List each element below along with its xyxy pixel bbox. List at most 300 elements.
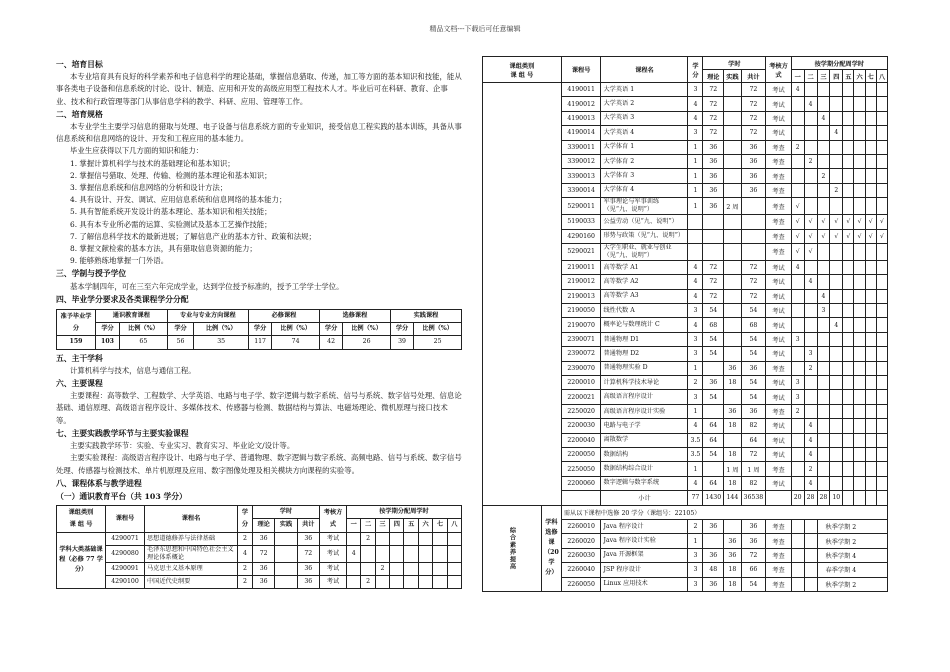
semester-hours bbox=[804, 390, 817, 404]
semester-hours bbox=[447, 545, 461, 562]
semester-hours bbox=[817, 419, 830, 433]
semester-hours bbox=[843, 361, 854, 375]
course-p bbox=[724, 519, 741, 533]
semester-hours bbox=[865, 447, 876, 461]
ability-item: 8. 掌握文献检索的基本方法，具有猎取信息资源的能力； bbox=[70, 244, 257, 254]
semester-hours bbox=[804, 126, 817, 140]
semester-hours: √ bbox=[876, 229, 887, 243]
semester-hours bbox=[791, 169, 804, 183]
semester-hours bbox=[876, 376, 887, 390]
semester-blank bbox=[791, 534, 804, 548]
semester-hours bbox=[817, 447, 830, 461]
semester-hours bbox=[876, 198, 887, 215]
semester-hours bbox=[804, 304, 817, 318]
course-e: 考查 bbox=[766, 140, 792, 154]
course-code: 3390013 bbox=[561, 169, 601, 183]
col-header-credit: 学分 bbox=[238, 506, 253, 532]
semester-hours bbox=[854, 169, 865, 183]
credit-value: 65 bbox=[120, 336, 168, 349]
semester-hours bbox=[854, 419, 865, 433]
semester-hours bbox=[404, 545, 418, 562]
course-c: 4 bbox=[688, 289, 703, 303]
credit-subheader: 学分 bbox=[319, 323, 342, 336]
course-e: 考查 bbox=[766, 577, 792, 591]
semester-hours bbox=[791, 154, 804, 168]
ability-item: 3. 掌握信息系统和信息网络的分析和设计方法； bbox=[70, 183, 228, 193]
course-p: 1 周 bbox=[724, 462, 741, 476]
course-t: 64 bbox=[703, 476, 724, 490]
semester-hours bbox=[876, 289, 887, 303]
course-c: 3.5 bbox=[688, 447, 703, 461]
table-row bbox=[483, 83, 888, 97]
course-e: 考试 bbox=[766, 447, 792, 461]
semester-hours bbox=[876, 260, 887, 274]
semester-hours bbox=[791, 126, 804, 140]
semester-hours: 4 bbox=[830, 126, 843, 140]
semester-hours bbox=[843, 433, 854, 447]
semester-hours bbox=[418, 532, 432, 545]
course-name: 数字逻辑与数字系统 bbox=[601, 476, 688, 490]
semester-hours bbox=[804, 376, 817, 390]
semester-hours: √ bbox=[791, 198, 804, 215]
course-name: 大学体育 2 bbox=[601, 154, 688, 168]
course-e: 考试 bbox=[766, 476, 792, 490]
course-p: 36 bbox=[724, 548, 741, 562]
course-t bbox=[703, 229, 724, 243]
course-c: 4 bbox=[688, 275, 703, 289]
course-c: 1 bbox=[688, 462, 703, 476]
semester-hours bbox=[830, 376, 843, 390]
course-p bbox=[724, 243, 741, 260]
course-e: 考试 bbox=[766, 419, 792, 433]
course-e: 考查 bbox=[766, 361, 792, 375]
semester-hours bbox=[830, 447, 843, 461]
course-p: 18 bbox=[724, 563, 741, 577]
semester-hours bbox=[817, 126, 830, 140]
semester-hours bbox=[865, 332, 876, 346]
semester-hours: 2 bbox=[791, 404, 804, 418]
course-code: 2200060 bbox=[561, 476, 601, 490]
course-c: 3.5 bbox=[688, 433, 703, 447]
semester-hours bbox=[876, 126, 887, 140]
semester-hours bbox=[843, 198, 854, 215]
course-e: 考查 bbox=[766, 229, 792, 243]
col-header-practice: 实践 bbox=[275, 519, 297, 532]
semester-hours bbox=[375, 532, 389, 545]
credit-value: 159 bbox=[57, 336, 96, 349]
course-e: 考试 bbox=[766, 433, 792, 447]
semester-blank bbox=[804, 548, 817, 562]
semester-hours bbox=[817, 140, 830, 154]
semester-hours bbox=[830, 361, 843, 375]
semester-hours: 2 bbox=[791, 140, 804, 154]
semester-hours bbox=[791, 476, 804, 490]
course-name: 大学生职业、就业与创业（见“九、说明”） bbox=[601, 243, 688, 260]
course-s: 54 bbox=[741, 577, 766, 591]
course-c: 3 bbox=[688, 577, 703, 591]
semester-hours bbox=[865, 83, 876, 97]
semester-hours bbox=[817, 318, 830, 332]
ability-item: 1. 掌握计算机科学与技术的基础理论和基本知识； bbox=[70, 158, 235, 168]
course-t: 36 bbox=[703, 519, 724, 533]
course-code: 2260030 bbox=[561, 548, 601, 562]
semester-hours: 4 bbox=[804, 275, 817, 289]
semester-hours bbox=[447, 532, 461, 545]
course-code: 3390011 bbox=[561, 140, 601, 154]
course-p bbox=[724, 126, 741, 140]
course-code: 4290071 bbox=[106, 532, 145, 545]
section-text: 基本学制四年，可在三至六年完成学业，达到学位授予标准的，授予工学学士学位。 bbox=[70, 281, 344, 291]
semester-hours bbox=[843, 476, 854, 490]
col-header-sem: 一 bbox=[791, 70, 804, 83]
course-s: 72 bbox=[741, 447, 766, 461]
col-header-credit: 学分 bbox=[688, 57, 703, 83]
col-header-sem: 七 bbox=[865, 70, 876, 83]
course-e: 考试 bbox=[319, 532, 346, 545]
course-t: 68 bbox=[703, 318, 724, 332]
semester-hours bbox=[854, 275, 865, 289]
course-p bbox=[724, 332, 741, 346]
credit-value: 35 bbox=[194, 336, 249, 349]
semester-hours bbox=[390, 545, 404, 562]
col-header-sem: 三 bbox=[375, 519, 389, 532]
semester-hours bbox=[817, 243, 830, 260]
semester-hours bbox=[804, 198, 817, 215]
course-name: 大学英语 1 bbox=[601, 83, 688, 97]
semester-hours bbox=[876, 97, 887, 111]
semester-term: 秋季学期 2 bbox=[817, 534, 888, 548]
semester-hours: 3 bbox=[791, 332, 804, 346]
course-code: 2260050 bbox=[561, 577, 601, 591]
semester-hours bbox=[804, 183, 817, 197]
course-s: 36 bbox=[741, 183, 766, 197]
semester-hours bbox=[791, 183, 804, 197]
course-e: 考试 bbox=[766, 376, 792, 390]
course-t: 36 bbox=[253, 532, 275, 545]
course-t: 64 bbox=[703, 433, 724, 447]
credit-subheader: 比例（%） bbox=[272, 323, 320, 336]
course-p bbox=[724, 83, 741, 97]
semester-hours bbox=[804, 111, 817, 125]
course-t: 72 bbox=[703, 83, 724, 97]
semester-hours bbox=[791, 289, 804, 303]
course-t: 36 bbox=[703, 198, 724, 215]
semester-hours bbox=[390, 562, 404, 575]
credit-subheader: 比例（%） bbox=[343, 323, 391, 336]
course-s: 54 bbox=[741, 347, 766, 361]
semester-hours bbox=[433, 545, 447, 562]
course-s: 54 bbox=[741, 332, 766, 346]
course-code: 4290091 bbox=[106, 562, 145, 575]
semester-hours bbox=[854, 97, 865, 111]
course-c bbox=[688, 243, 703, 260]
ability-item: 2. 掌握信号猎取、处理、传输、检测的基本理论和基本知识； bbox=[70, 170, 272, 180]
semester-hours bbox=[817, 476, 830, 490]
course-name: Linux 应用技术 bbox=[601, 577, 688, 591]
semester-hours: 4 bbox=[804, 419, 817, 433]
course-name: 普通物理 D2 bbox=[601, 347, 688, 361]
table-row bbox=[57, 562, 462, 575]
course-name: Java 开源框架 bbox=[601, 548, 688, 562]
semester-hours bbox=[817, 361, 830, 375]
course-c: 1 bbox=[688, 198, 703, 215]
semester-hours bbox=[830, 140, 843, 154]
semester-hours: √ bbox=[854, 215, 865, 229]
course-code: 5290021 bbox=[561, 243, 601, 260]
semester-hours bbox=[804, 289, 817, 303]
semester-hours bbox=[817, 347, 830, 361]
credit-header: 准予毕业学分 bbox=[57, 310, 96, 336]
semester-hours bbox=[390, 532, 404, 545]
course-s: 72 bbox=[741, 126, 766, 140]
semester-hours bbox=[865, 260, 876, 274]
course-t: 36 bbox=[703, 169, 724, 183]
course-t: 54 bbox=[703, 332, 724, 346]
table-row bbox=[57, 575, 462, 588]
course-s: 36 bbox=[741, 519, 766, 533]
ability-item: 4. 具有设计、开发、调试、应用信息系统和信息网络的基本能力； bbox=[70, 195, 287, 205]
course-s: 82 bbox=[741, 476, 766, 490]
course-name: 毛泽东思想和中国特色社会主义理论体系概论 bbox=[145, 545, 238, 562]
semester-hours bbox=[876, 304, 887, 318]
section-title: 七、主要实践教学环节与主要实验课程 bbox=[56, 428, 189, 438]
course-p bbox=[724, 229, 741, 243]
semester-hours bbox=[865, 304, 876, 318]
course-c: 2 bbox=[238, 532, 253, 545]
semester-hours bbox=[817, 260, 830, 274]
semester-hours: √ bbox=[791, 229, 804, 243]
semester-hours: 4 bbox=[804, 97, 817, 111]
semester-hours bbox=[375, 575, 389, 588]
course-e: 考试 bbox=[766, 332, 792, 346]
subtotal-label: 小计 bbox=[601, 491, 688, 505]
semester-hours bbox=[876, 154, 887, 168]
semester-hours bbox=[404, 562, 418, 575]
semester-hours bbox=[876, 390, 887, 404]
semester-hours bbox=[830, 289, 843, 303]
course-c: 3 bbox=[688, 83, 703, 97]
section-text: 主要实验课程：高级语言程序设计、电路与电子学、普通物理、数字逻辑与数字系统、高频电路、信号与系统、数字信号处理、传感器与检测技术、单片机原理及应用、数字图像处理及相关模块方向课程的实验等。 bbox=[56, 453, 462, 475]
col-header-semester: 按学期分配周学时 bbox=[791, 57, 887, 70]
elective-note-row bbox=[483, 505, 888, 519]
course-p bbox=[724, 183, 741, 197]
col-header-sem: 五 bbox=[843, 70, 854, 83]
course-p: 18 bbox=[724, 419, 741, 433]
course-s: 54 bbox=[741, 390, 766, 404]
semester-hours bbox=[817, 275, 830, 289]
course-s: 36 bbox=[741, 361, 766, 375]
left-column bbox=[56, 58, 462, 589]
course-s: 1 周 bbox=[741, 462, 766, 476]
course-code: 2260010 bbox=[561, 519, 601, 533]
course-p: 18 bbox=[724, 447, 741, 461]
course-t: 36 bbox=[703, 154, 724, 168]
semester-hours: 2 bbox=[804, 462, 817, 476]
semester-hours bbox=[865, 390, 876, 404]
semester-hours bbox=[843, 169, 854, 183]
course-t: 72 bbox=[703, 260, 724, 274]
course-t: 72 bbox=[703, 289, 724, 303]
course-e: 考试 bbox=[319, 545, 346, 562]
course-p bbox=[724, 215, 741, 229]
semester-hours bbox=[830, 304, 843, 318]
semester-hours bbox=[433, 532, 447, 545]
semester-blank bbox=[791, 519, 804, 533]
semester-hours bbox=[876, 404, 887, 418]
course-name: 数据结构综合设计 bbox=[601, 462, 688, 476]
semester-hours: √ bbox=[843, 229, 854, 243]
col-header-sem: 六 bbox=[418, 519, 432, 532]
col-header-sem: 四 bbox=[390, 519, 404, 532]
semester-hours bbox=[865, 126, 876, 140]
semester-term: 秋季学期 2 bbox=[817, 519, 888, 533]
credit-table bbox=[56, 309, 462, 350]
course-e: 考查 bbox=[766, 563, 792, 577]
course-p bbox=[275, 545, 297, 562]
semester-hours bbox=[843, 404, 854, 418]
semester-hours bbox=[361, 562, 375, 575]
course-c: 3 bbox=[688, 548, 703, 562]
semester-hours bbox=[876, 111, 887, 125]
credit-value: 117 bbox=[248, 336, 271, 349]
course-s: 36 bbox=[741, 140, 766, 154]
course-code: 4290100 bbox=[106, 575, 145, 588]
semester-hours: 3 bbox=[804, 347, 817, 361]
semester-hours bbox=[865, 318, 876, 332]
semester-hours bbox=[830, 275, 843, 289]
col-header-name: 课程名 bbox=[601, 57, 688, 83]
course-e: 考试 bbox=[766, 275, 792, 289]
course-code: 4190012 bbox=[561, 97, 601, 111]
ability-item: 6. 具有本专业所必需的运算、实验测试及基本工艺操作技能； bbox=[70, 219, 272, 229]
semester-hours bbox=[817, 376, 830, 390]
course-name: 电路与电子学 bbox=[601, 419, 688, 433]
section-title: 四、毕业学分要求及各类课程学分分配 bbox=[56, 294, 189, 304]
semester-hours bbox=[830, 433, 843, 447]
semester-hours bbox=[390, 575, 404, 588]
semester-hours bbox=[830, 476, 843, 490]
subtotal-exam bbox=[766, 491, 792, 505]
semester-hours: 2 bbox=[375, 562, 389, 575]
semester-hours bbox=[876, 243, 887, 260]
semester-hours: 4 bbox=[817, 111, 830, 125]
semester-hours bbox=[804, 169, 817, 183]
subtotal-sem: 10 bbox=[830, 491, 843, 505]
semester-blank bbox=[791, 577, 804, 591]
course-s: 36 bbox=[741, 169, 766, 183]
subtotal-sem: 20 bbox=[791, 491, 804, 505]
course-s: 72 bbox=[741, 275, 766, 289]
semester-hours bbox=[854, 318, 865, 332]
semester-hours bbox=[830, 347, 843, 361]
semester-hours bbox=[830, 243, 843, 260]
course-c: 1 bbox=[688, 169, 703, 183]
subtotal-code bbox=[561, 491, 601, 505]
course-c: 2 bbox=[688, 519, 703, 533]
col-header-name: 课程名 bbox=[145, 506, 238, 532]
col-header-exam: 考核方式 bbox=[766, 57, 792, 83]
course-e: 考查 bbox=[766, 243, 792, 260]
course-code: 2390070 bbox=[561, 361, 601, 375]
course-c: 3 bbox=[688, 304, 703, 318]
course-e: 考查 bbox=[766, 169, 792, 183]
semester-hours bbox=[361, 545, 375, 562]
course-name: 大学英语 3 bbox=[601, 111, 688, 125]
course-name: 思想道德修养与法律基础 bbox=[145, 532, 238, 545]
course-name: 形势与政策（见“九、说明”） bbox=[601, 229, 688, 243]
course-name: 大学体育 3 bbox=[601, 169, 688, 183]
course-s bbox=[741, 215, 766, 229]
semester-hours: √ bbox=[817, 215, 830, 229]
semester-hours bbox=[375, 545, 389, 562]
credit-header: 必修课程 bbox=[248, 310, 319, 323]
semester-hours bbox=[876, 433, 887, 447]
col-header-total: 共计 bbox=[297, 519, 319, 532]
course-code: 2250020 bbox=[561, 404, 601, 418]
course-s bbox=[741, 229, 766, 243]
course-code: 3390014 bbox=[561, 183, 601, 197]
course-e: 考查 bbox=[766, 154, 792, 168]
semester-hours bbox=[854, 154, 865, 168]
course-name: 数据结构 bbox=[601, 447, 688, 461]
course-code: 2200050 bbox=[561, 447, 601, 461]
credit-subheader: 比例（%） bbox=[120, 323, 168, 336]
semester-hours bbox=[854, 476, 865, 490]
semester-hours: 4 bbox=[830, 318, 843, 332]
course-c: 4 bbox=[688, 260, 703, 274]
subtotal-sem: 28 bbox=[804, 491, 817, 505]
semester-hours bbox=[865, 462, 876, 476]
section-subtitle: （一）通识教育平台（共 103 学分） bbox=[56, 491, 187, 501]
semester-hours bbox=[817, 332, 830, 346]
course-e: 考查 bbox=[766, 215, 792, 229]
semester-hours: √ bbox=[865, 229, 876, 243]
course-t: 54 bbox=[703, 304, 724, 318]
semester-hours bbox=[791, 275, 804, 289]
semester-hours bbox=[830, 260, 843, 274]
course-e: 考查 bbox=[766, 198, 792, 215]
course-s: 72 bbox=[741, 97, 766, 111]
course-c: 1 bbox=[688, 534, 703, 548]
semester-hours bbox=[817, 83, 830, 97]
credit-value: 26 bbox=[343, 336, 391, 349]
semester-hours bbox=[843, 318, 854, 332]
course-p: 36 bbox=[724, 534, 741, 548]
course-code: 2200010 bbox=[561, 376, 601, 390]
credit-subheader: 学分 bbox=[248, 323, 271, 336]
semester-hours: √ bbox=[791, 215, 804, 229]
semester-hours bbox=[817, 390, 830, 404]
semester-hours: 2 bbox=[361, 532, 375, 545]
course-code: 2190050 bbox=[561, 304, 601, 318]
semester-hours bbox=[843, 275, 854, 289]
semester-hours bbox=[865, 183, 876, 197]
course-p bbox=[724, 140, 741, 154]
credit-subheader: 学分 bbox=[390, 323, 413, 336]
section-title: 三、学制与授予学位 bbox=[56, 269, 127, 279]
semester-hours bbox=[876, 140, 887, 154]
credit-value: 25 bbox=[414, 336, 462, 349]
semester-hours: √ bbox=[830, 215, 843, 229]
semester-hours bbox=[418, 575, 432, 588]
course-t: 72 bbox=[703, 111, 724, 125]
course-c: 1 bbox=[688, 404, 703, 418]
section-title: 二、培育规格 bbox=[56, 109, 103, 119]
course-t: 72 bbox=[703, 97, 724, 111]
course-t: 72 bbox=[253, 545, 275, 562]
semester-hours bbox=[843, 111, 854, 125]
semester-hours bbox=[447, 575, 461, 588]
